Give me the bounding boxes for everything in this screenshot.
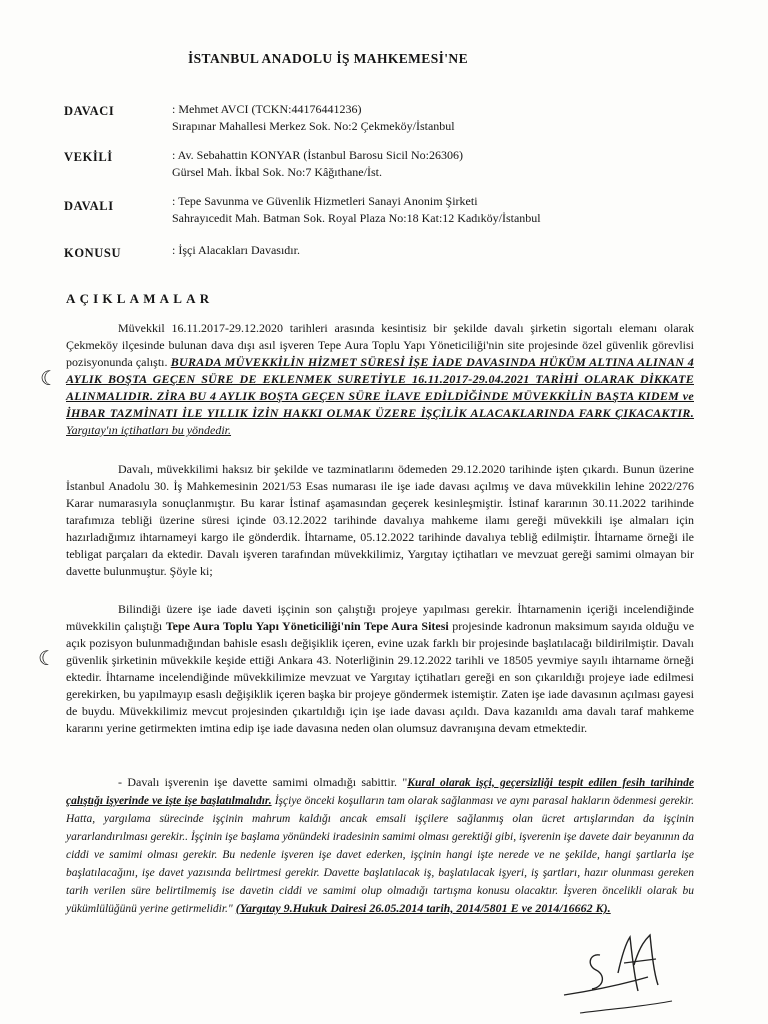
paragraph-2: Davalı, müvekkilimi haksız bir şekilde ve tazminatlarını ödemeden 29.12.2020 tarihinde işten çıkardı. Bunun üzerine İstanbul Anadolu 30. İş Mahkemesinin 2021/53 Esas numarası ile işe iade davası açılmış ve dava müvekkilin lehine 2022/276 Karar numarasıyla sonuçlanmıştır. Bu karar İstinaf aşamasından geçerek kesinleşmiştir. İstinaf kararının 30.11.2022 tarihinde tarafımıza tebliği üzerine süresi içinde 03.12.2022 tarihinde davalıya mahkeme ilamı gereği müvekkili işe almaları için hazırladığımız ihtarnameyi kargo ile gönderdik. İhtarname, 05.12.2022 tarihinde davalıya tebliğ edilmiştir. İhtarname örneği ile tebligat parçaları da ektedir. Davalı işveren tarafından müvekkilimiz, Yargıtay içtihatları ve mevzuat gereği samimi olmayan bir davette bulunmuştur. Şöyle ki; — [66, 462, 694, 578]
plaintiff-details — [172, 101, 732, 135]
paragraph-1-tail: Yargıtay'ın içtihatları bu yöndedir. — [66, 423, 232, 437]
quote-emphasis: Kural olarak işçi, geçersizliği tespit edilen fesih tarihinde çalıştığı işyerinde ve işte işe başlatılmalıdır. — [66, 777, 694, 807]
paragraph-3-text-a: Bilindiği üzere işe iade daveti işçinin son çalıştığı projeye yapılması gerekir. İhtarnamenin içeriği incelendiğinde müvekkilin çalıştığı — [66, 602, 694, 633]
attorney-label: VEKİLİ — [64, 150, 113, 164]
paragraph-1-text: Müvekkil 16.11.2017-29.12.2020 tarihleri arasında kesintisiz bir şekilde davalı şirketin sigortalı elemanı olarak Çekmeköy ilçesinde bulunan dava dışı asıl işveren Tepe Aura Toplu Yapı Yöneticiliği'nin site projesinde özel güvenlik görevlisi pozisyonunda çalıştı. — [66, 321, 694, 369]
paragraph-1-emphasis: BURADA MÜVEKKİLİN HİZMET SÜRESİ İŞE İADE DAVASINDA HÜKÜM ALTINA ALINAN 4 AYLIK BOŞTA GEÇEN SÜRE DE EKLENMEK SURETİYLE 16.11.2017-29.04.2021 TARİHİ OLARAK DİKKATE ALINMALIDIR. ZİRA BU 4 AYLIK BOŞTA GEÇEN SÜRE İLAVE EDİLDİĞİNDE MÜVEKKİLİN BAŞTA KIDEM ve İHBAR TAZMİNATI İLE YILLIK İZİN HAKKI OLMAK ÜZERE İŞÇİLİK ALACAKLARINDA FARK ÇIKACAKTIR. — [66, 355, 694, 420]
margin-crescent-mark: ☾ — [38, 648, 56, 670]
defendant-label: DAVALI — [64, 199, 114, 213]
paragraph-3 — [66, 601, 694, 737]
case-citation: (Yargıtay 9.Hukuk Dairesi 26.05.2014 tarih, 2014/5801 E ve 2014/16662 K). — [235, 901, 611, 915]
subject-text: : İşçi Alacakları Davasıdır. — [172, 243, 300, 257]
margin-crescent-mark: ☾ — [40, 368, 58, 390]
quote-body: İşçiye önceki koşulların tam olarak sağlanması ve aynı parasal hakların ödenmesi gerekir. Hatta, yargılama sürecinde işçinin mahrum kaldığı ancak emsali işçilere sağlanmış olan ücret artışlarından da işçinin yararlandırılması gerekir.. İşçinin işe başlama yönündeki iradesinin samimi olması gerektiği gibi, işverenin işe davete dair beyanının da ciddi ve samimi olması gerekir. Bu nedenle işveren işe davet ederken, işçinin hangi işte nerede ve ne şekilde, hangi şartlarla işe başlatılacağını, işe davet yazısında belirtmesi gerekir. Davette başlatılacak iş, başlatılacak işyeri, iş şartları, hazır olunması gereken tarih verilen süre belirtilmemiş ise davetin ciddi ve samimi olup olmadığı tartışma konusu olacaktır. İşveren öncelikli olarak bu yükümlülüğünü yerine getirmelidir." — [66, 795, 694, 915]
paragraph-3-text-b: projesinde kadronun maksimum sayıda olduğu ve açık pozisyon bulunmadığından bahisle esaslı değişiklik içeren, evine uzak farklı bir projesinde başlatılacağı bildirilmiştir. Davalı güvenlik şirketinin müvekkile keşide ettiği Ankara 43. Noterliğinin 29.12.2022 tarihli ve 18505 yevmiye sayılı ihtarname örneği ektedir. İhtarname incelendiğinde müvekkilimize mevzuat ve Yargıtay içtihatları gereği en son çıkarıldığı projeye iade edilmesi gerekirken, bu yapılmayıp esaslı değişiklik içeren başka bir projeye göndermek istemiştir. Zaten işe iade davasının açılması gayesi de buydu. Müvekkilimiz mevcut projesinden çıkartıldığı için işe iade davası açıldı. Dava kazanıldı ama davalı taraf mahkeme kararını yerine getirmekten imtina edip işe iade davasına neden olan olumsuz davranışına devam etmektedir. — [66, 619, 695, 735]
court-title: İSTANBUL ANADOLU İŞ MAHKEMESİ'NE — [188, 51, 468, 66]
paragraph-1 — [66, 320, 694, 439]
defendant-details — [172, 193, 732, 227]
plaintiff-address: Sırapınar Mahallesi Merkez Sok. No:2 Çekmeköy/İstanbul — [172, 119, 455, 133]
paragraph-4-lead: - Davalı işverenin işe davette samimi olmadığı sabittir. " — [118, 775, 408, 789]
section-heading: AÇIKLAMALAR — [66, 291, 214, 306]
handwritten-signature — [560, 925, 690, 1020]
defendant-address: Sahrayıcedit Mah. Batman Sok. Royal Plaza No:18 Kat:12 Kadıköy/İstanbul — [172, 211, 541, 225]
paragraph-3-project-name: Tepe Aura Toplu Yapı Yöneticiliği'nin Tepe Aura Sitesi — [165, 619, 449, 633]
attorney-address: Gürsel Mah. İkbal Sok. No:7 Kâğıthane/İst. — [172, 165, 382, 179]
paragraph-4 — [66, 774, 694, 918]
attorney-name: : Av. Sebahattin KONYAR (İstanbul Barosu Sicil No:26306) — [172, 148, 463, 162]
defendant-name: : Tepe Savunma ve Güvenlik Hizmetleri Sanayi Anonim Şirketi — [172, 194, 478, 208]
subject-label: KONUSU — [64, 246, 122, 260]
subject-details — [172, 242, 732, 259]
plaintiff-name: : Mehmet AVCI (TCKN:44176441236) — [172, 102, 362, 116]
plaintiff-label: DAVACI — [64, 104, 115, 118]
attorney-details — [172, 147, 732, 181]
